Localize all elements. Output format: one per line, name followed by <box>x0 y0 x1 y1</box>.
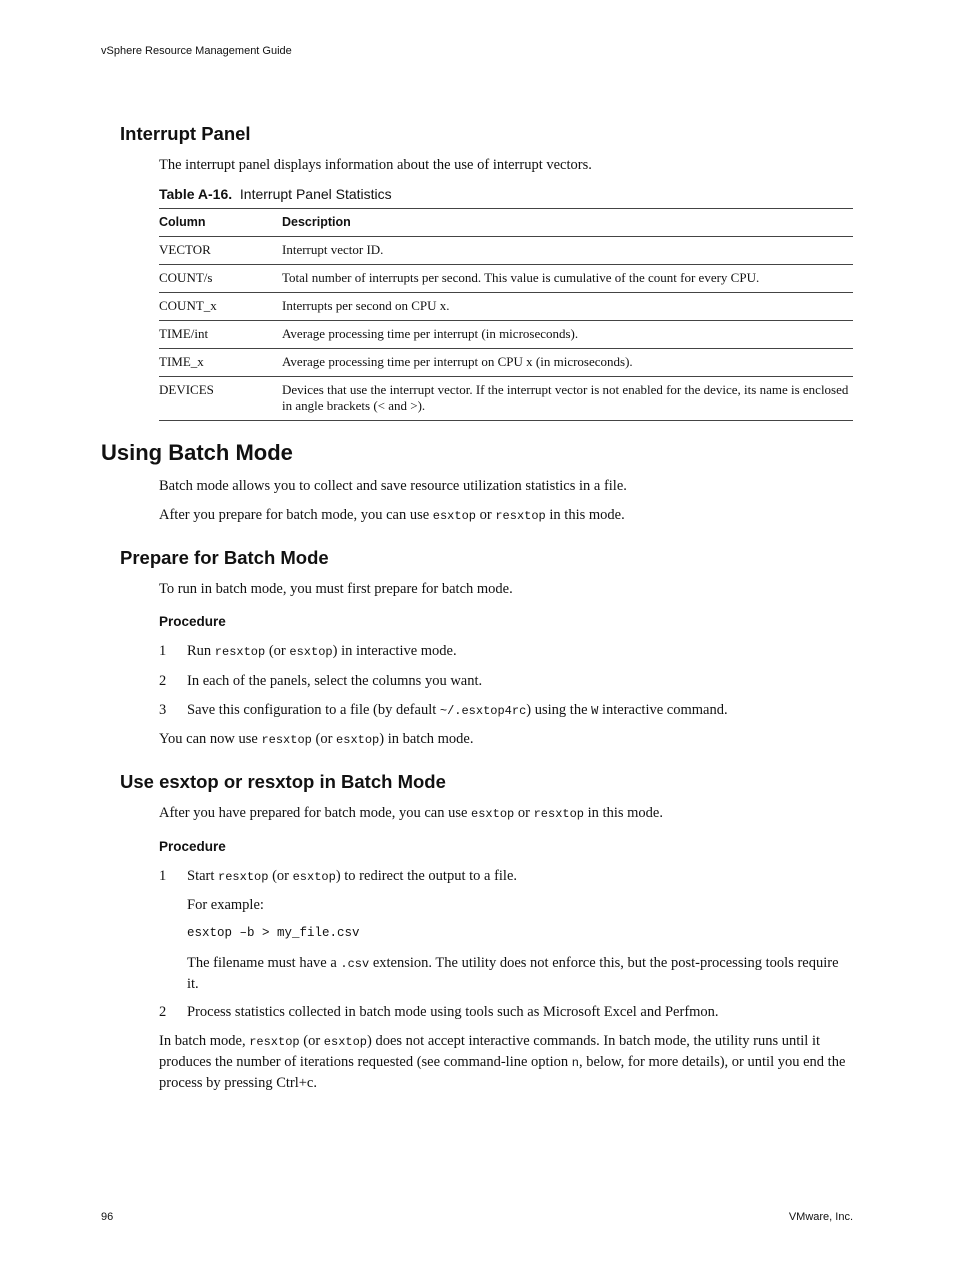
table-cell-description: Interrupt vector ID. <box>282 237 853 265</box>
prepare-step-2: In each of the panels, select the columns you want. <box>187 673 483 689</box>
text-run: ) to redirect the output to a file. <box>335 868 518 884</box>
table-caption <box>159 186 392 202</box>
text-run: You can now use <box>159 731 262 747</box>
prepare-outro <box>159 729 474 750</box>
use-esxtop-step-1 <box>187 866 517 887</box>
section-heading-use-esxtop-in-batch-mode: Use esxtop or resxtop in Batch Mode <box>120 771 446 792</box>
table-row <box>159 293 853 321</box>
code-esxtop: esxtop <box>289 645 333 659</box>
table-cell-description: Average processing time per interrupt on CPU x (in microseconds). <box>282 349 853 377</box>
code-esxtop: esxtop <box>471 807 515 821</box>
text-run: or <box>476 507 496 523</box>
table-row <box>159 349 853 377</box>
code-resxtop: resxtop <box>249 1035 300 1049</box>
code-esxtop: esxtop <box>292 870 336 884</box>
text-run: (or <box>268 868 293 884</box>
text-run: ) in batch mode. <box>379 731 474 747</box>
table-header-row <box>159 209 853 237</box>
code-resxtop: resxtop <box>533 807 585 821</box>
table-row <box>159 265 853 293</box>
table-cell-column: VECTOR <box>159 237 282 265</box>
column-header-column: Column <box>159 209 282 237</box>
table-caption-label: Table A-16. <box>159 186 233 202</box>
interrupt-panel-statistics-table <box>159 208 853 421</box>
step-number: 2 <box>159 1004 167 1020</box>
use-esxtop-intro <box>159 803 663 824</box>
text-run: Start <box>187 868 219 884</box>
code-n: n <box>571 1056 579 1070</box>
text-run: in this mode. <box>545 507 625 523</box>
text-run: The filename must have a <box>187 955 341 971</box>
text-run: After you have prepared for batch mode, you can use <box>159 805 472 821</box>
footer-company: VMware, Inc. <box>788 1211 853 1223</box>
text-run: (or <box>299 1033 324 1049</box>
code-esxtop: esxtop <box>432 509 476 523</box>
text-run: ) using the <box>526 702 592 718</box>
code-resxtop: resxtop <box>214 645 266 659</box>
example-command: esxtop –b > my_file.csv <box>187 926 360 940</box>
table-cell-column: COUNT_x <box>159 293 282 321</box>
code-resxtop: resxtop <box>495 509 546 523</box>
code-esxtop: esxtop <box>323 1035 368 1049</box>
prepare-step-1 <box>187 641 457 662</box>
batch-mode-paragraph-1: Batch mode allows you to collect and save resource utilization statistics in a file. <box>159 478 627 494</box>
text-run: After you prepare for batch mode, you can use <box>159 507 433 523</box>
step-number: 1 <box>159 643 167 659</box>
table-row <box>159 377 853 421</box>
running-header: vSphere Resource Management Guide <box>101 45 292 57</box>
code-esxtop4rc: ~/.esxtop4rc <box>439 704 527 718</box>
text-run: ) does not accept interactive commands. In batch mode, the utility runs until it produces the number of iterations requested (see command-line option <box>159 1033 821 1070</box>
text-run: extension. The utility does not enforce this, but the post-processing tools require it. <box>187 955 839 992</box>
prepare-intro: To run in batch mode, you must first prepare for batch mode. <box>159 581 513 597</box>
code-w: W <box>591 704 599 718</box>
filename-note <box>187 953 853 994</box>
section-heading-using-batch-mode: Using Batch Mode <box>101 440 293 465</box>
table-cell-description: Total number of interrupts per second. This value is cumulative of the count for every CPU. <box>282 265 853 293</box>
table-row <box>159 237 853 265</box>
text-run: In batch mode, <box>159 1033 250 1049</box>
table-cell-column: TIME_x <box>159 349 282 377</box>
table-cell-description: Average processing time per interrupt (in microseconds). <box>282 321 853 349</box>
interrupt-panel-intro: The interrupt panel displays information about the use of interrupt vectors. <box>159 157 592 173</box>
page-number: 96 <box>101 1211 114 1223</box>
text-run: interactive command. <box>598 702 728 718</box>
text-run: (or <box>311 731 337 747</box>
text-run: in this mode. <box>584 805 663 821</box>
code-resxtop: resxtop <box>261 733 312 747</box>
procedure-label: Procedure <box>159 614 226 629</box>
section-heading-prepare-for-batch-mode: Prepare for Batch Mode <box>120 547 329 568</box>
text-run: (or <box>265 643 290 659</box>
table-cell-description: Interrupts per second on CPU x. <box>282 293 853 321</box>
procedure-label: Procedure <box>159 839 226 854</box>
for-example-label: For example: <box>187 897 264 913</box>
step-number: 3 <box>159 702 167 718</box>
table-caption-title: Interrupt Panel Statistics <box>239 186 392 202</box>
table-row <box>159 321 853 349</box>
text-run: or <box>514 805 534 821</box>
table-cell-description: Devices that use the interrupt vector. If the interrupt vector is not enabled for the device, its name is enclosed in angle brackets (< and >). <box>282 377 853 421</box>
section-heading-interrupt-panel: Interrupt Panel <box>120 123 251 144</box>
table-cell-column: COUNT/s <box>159 265 282 293</box>
step-number: 1 <box>159 868 167 884</box>
code-csv: .csv <box>340 957 370 971</box>
code-resxtop: resxtop <box>218 870 269 884</box>
text-run: , below, for more details), or until you end the process by pressing Ctrl+c. <box>159 1054 846 1091</box>
text-run: Save this configuration to a file (by default <box>187 702 440 718</box>
table-cell-column: DEVICES <box>159 377 282 421</box>
code-esxtop: esxtop <box>336 733 380 747</box>
use-esxtop-step-2: Process statistics collected in batch mode using tools such as Microsoft Excel and Perfmon. <box>187 1004 719 1020</box>
use-esxtop-outro <box>159 1031 853 1093</box>
batch-mode-paragraph-2 <box>159 505 625 526</box>
step-number: 2 <box>159 673 167 689</box>
table-cell-column: TIME/int <box>159 321 282 349</box>
text-run: Run <box>187 643 215 659</box>
column-header-description: Description <box>282 209 853 237</box>
text-run: ) in interactive mode. <box>332 643 457 659</box>
prepare-step-3 <box>187 700 728 721</box>
